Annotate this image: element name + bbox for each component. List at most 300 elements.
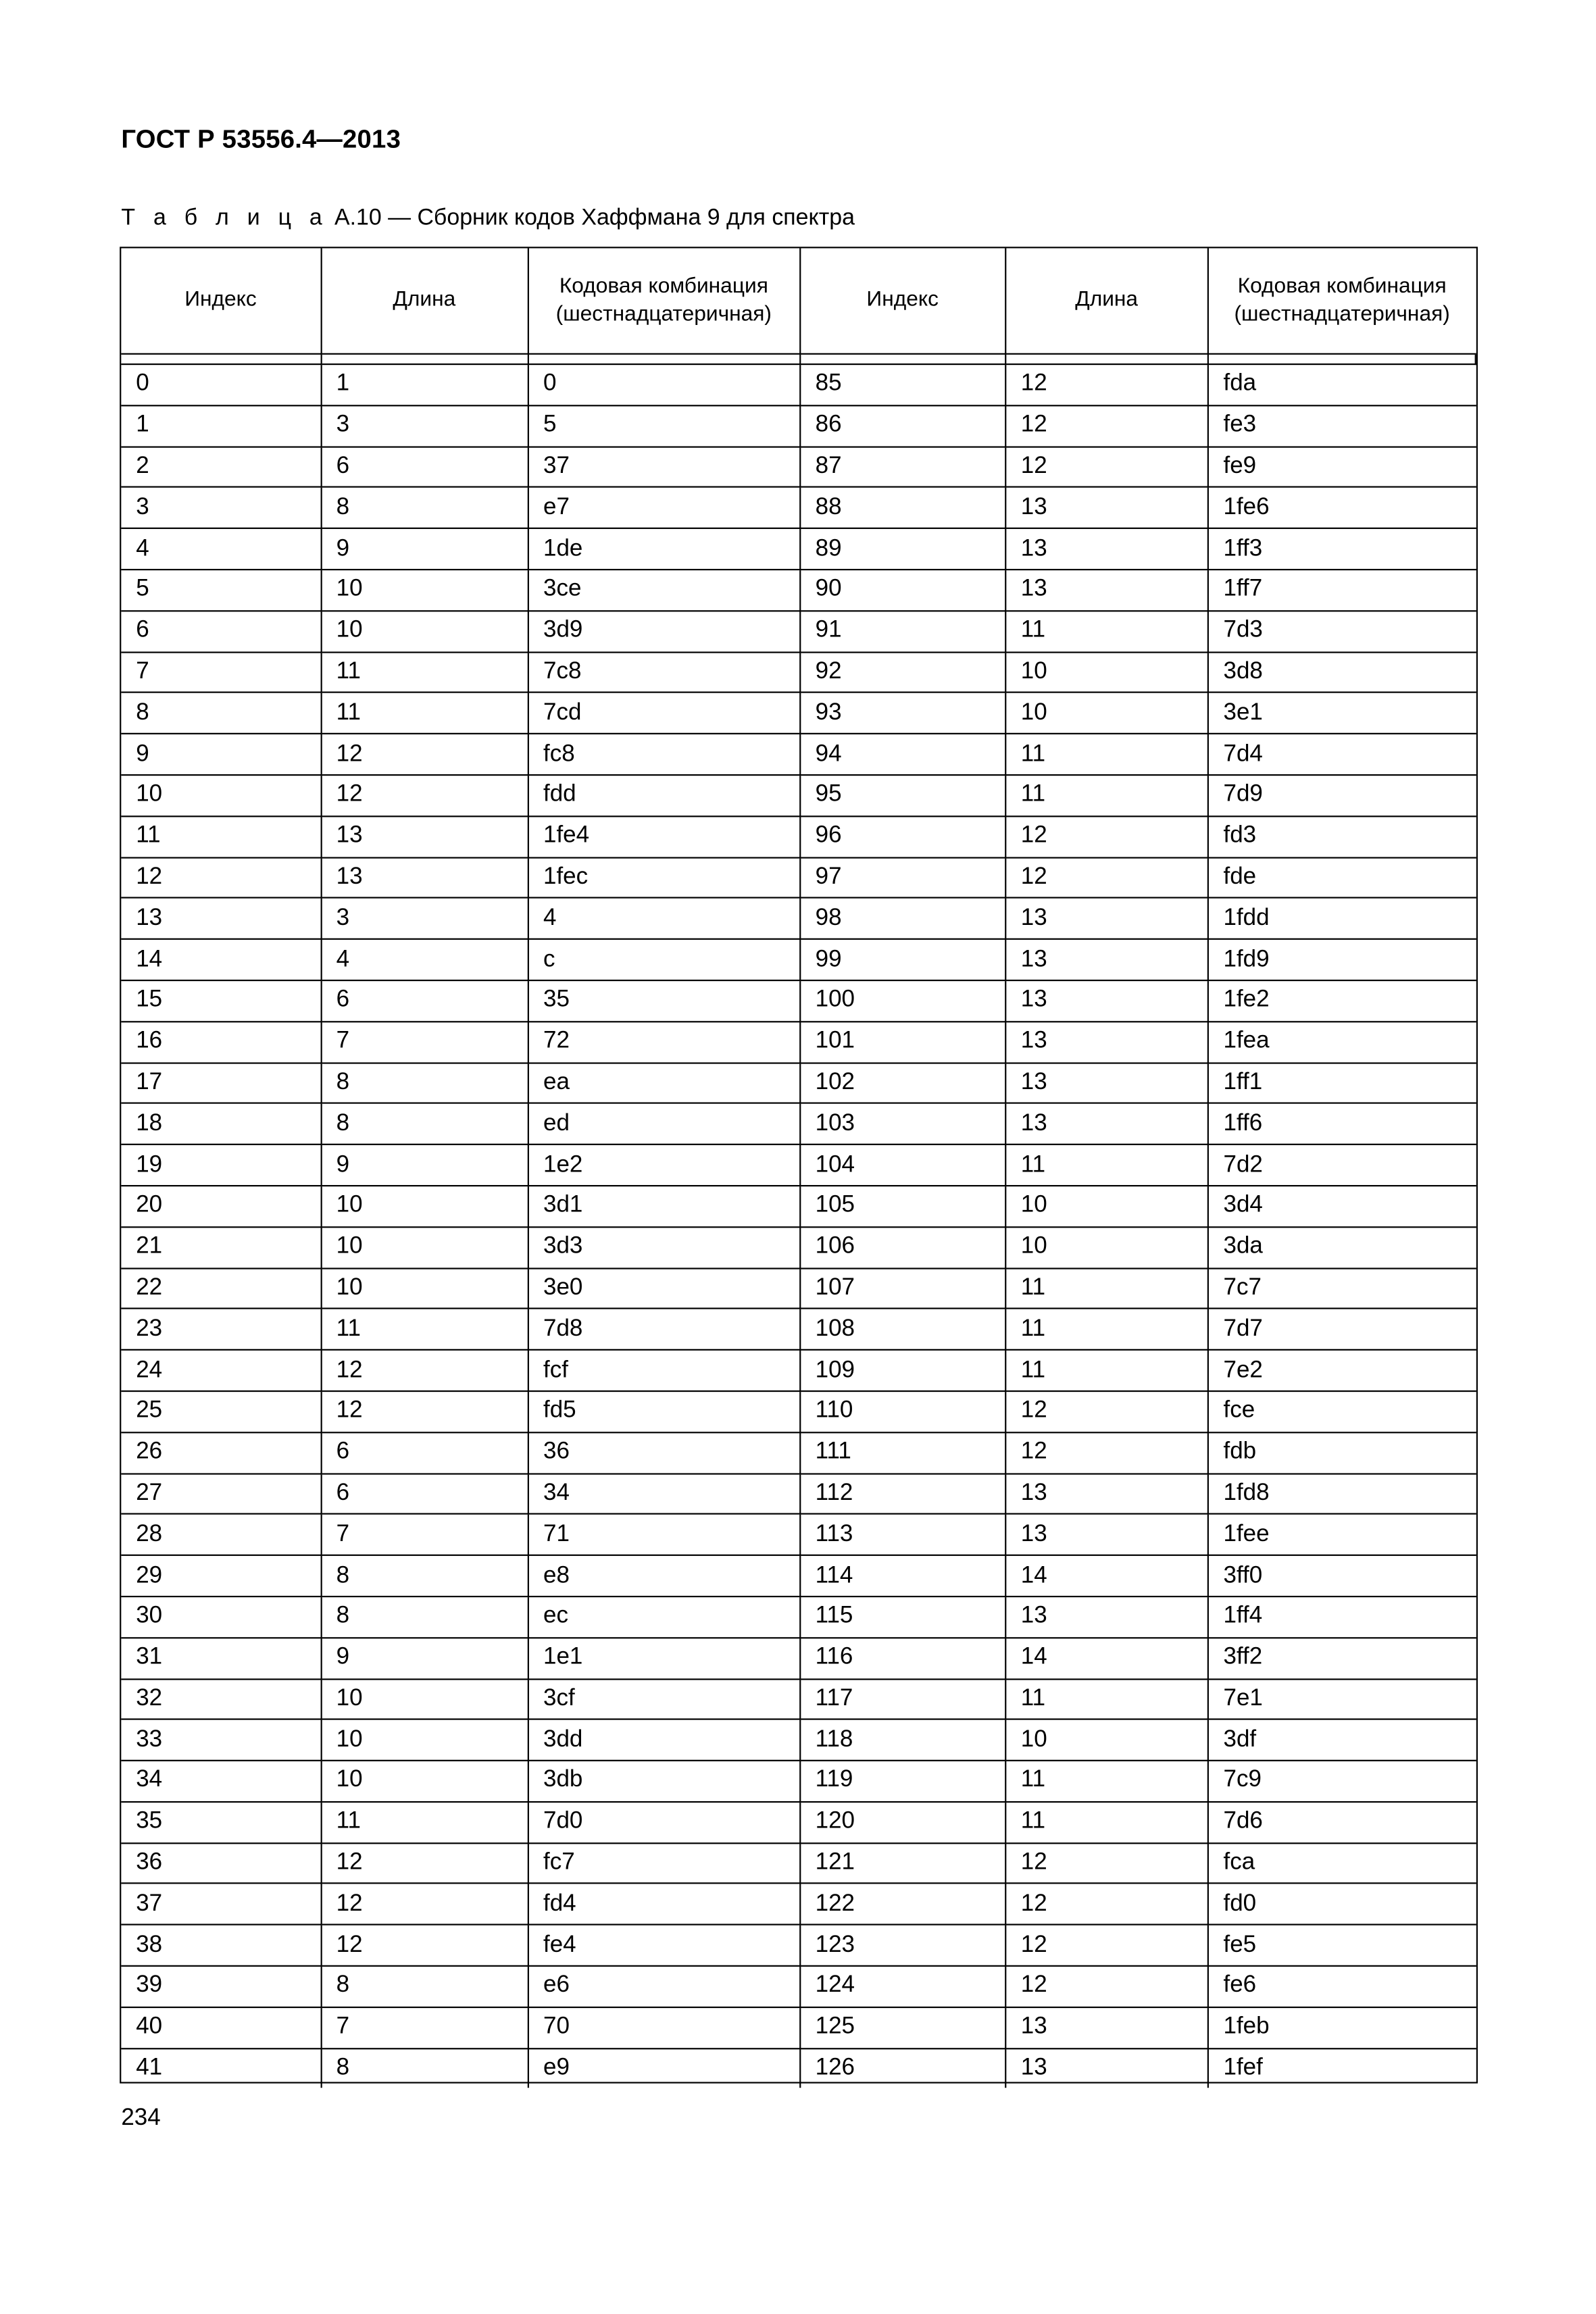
cell-length: 7	[321, 1514, 528, 1555]
cell-length: 11	[1005, 611, 1208, 652]
cell-codeword: 3e0	[528, 1268, 800, 1309]
cell-length: 12	[1005, 1843, 1208, 1884]
cell-length: 1	[321, 364, 528, 405]
cell-length: 13	[1005, 1514, 1208, 1555]
table-row	[121, 2048, 1475, 2089]
cell-length: 12	[1005, 816, 1208, 857]
cell-codeword: e6	[528, 1966, 800, 2007]
cell-codeword: 71	[528, 1514, 800, 1555]
cell-length: 6	[321, 447, 528, 488]
table-body	[121, 364, 1475, 2088]
cell-length: 6	[321, 980, 528, 1022]
cell-index: 14	[121, 939, 320, 980]
table-row	[121, 487, 1475, 528]
cell-index: 93	[800, 693, 1005, 734]
cell-index: 114	[800, 1555, 1005, 1596]
cell-codeword: 3d3	[528, 1227, 800, 1268]
cell-codeword: 5	[528, 405, 800, 447]
cell-codeword: fe5	[1208, 1925, 1476, 1966]
table-row	[121, 1925, 1475, 1966]
cell-index: 29	[121, 1555, 320, 1596]
table-row	[121, 1350, 1475, 1391]
cell-length: 9	[321, 1145, 528, 1186]
cell-codeword: fc8	[528, 734, 800, 775]
cell-index: 96	[800, 816, 1005, 857]
cell-index: 111	[800, 1432, 1005, 1474]
cell-length: 13	[1005, 487, 1208, 528]
cell-codeword: 1e1	[528, 1638, 800, 1679]
cell-length: 14	[1005, 1638, 1208, 1679]
cell-codeword: 70	[528, 2007, 800, 2048]
cell-length: 6	[321, 1473, 528, 1514]
cell-index: 27	[121, 1473, 320, 1514]
cell-length: 11	[1005, 1761, 1208, 1802]
table-row	[121, 405, 1475, 447]
cell-codeword: fd5	[528, 1391, 800, 1432]
cell-codeword: 3db	[528, 1761, 800, 1802]
cell-length: 8	[321, 1966, 528, 2007]
cell-index: 39	[121, 1966, 320, 2007]
cell-length: 12	[1005, 447, 1208, 488]
cell-length: 10	[1005, 1227, 1208, 1268]
cell-codeword: 1e2	[528, 1145, 800, 1186]
cell-index: 120	[800, 1802, 1005, 1843]
cell-codeword: 7e1	[1208, 1678, 1476, 1719]
cell-codeword: 7c8	[528, 652, 800, 693]
cell-index: 100	[800, 980, 1005, 1022]
table-row	[121, 1309, 1475, 1350]
cell-length: 12	[321, 1391, 528, 1432]
cell-codeword: fd3	[1208, 816, 1476, 857]
cell-length: 10	[1005, 1186, 1208, 1227]
cell-codeword: 1ff3	[1208, 528, 1476, 570]
column-header-codeword: Кодовая комбинация (шестнадцатеричная)	[1208, 248, 1476, 353]
cell-index: 90	[800, 570, 1005, 611]
cell-codeword: 1ff4	[1208, 1596, 1476, 1638]
cell-codeword: 34	[528, 1473, 800, 1514]
cell-codeword: ed	[528, 1103, 800, 1145]
cell-index: 4	[121, 528, 320, 570]
cell-length: 12	[1005, 1966, 1208, 2007]
table-row	[121, 1555, 1475, 1596]
cell-length: 8	[321, 1555, 528, 1596]
cell-length: 13	[1005, 1596, 1208, 1638]
cell-index: 89	[800, 528, 1005, 570]
cell-index: 108	[800, 1309, 1005, 1350]
cell-codeword: 3ff2	[1208, 1638, 1476, 1679]
cell-index: 124	[800, 1966, 1005, 2007]
table-header-row	[121, 248, 1475, 353]
cell-index: 35	[121, 1802, 320, 1843]
cell-codeword: 72	[528, 1022, 800, 1063]
cell-index: 40	[121, 2007, 320, 2048]
table-row	[121, 1966, 1475, 2007]
cell-codeword: 1fe6	[1208, 487, 1476, 528]
cell-index: 23	[121, 1309, 320, 1350]
cell-codeword: 3ff0	[1208, 1555, 1476, 1596]
document-title: ГОСТ Р 53556.4—2013	[121, 124, 401, 154]
column-header-index: Индекс	[121, 248, 320, 353]
table-row	[121, 1719, 1475, 1761]
cell-index: 118	[800, 1719, 1005, 1761]
cell-length: 9	[321, 528, 528, 570]
cell-length: 11	[321, 652, 528, 693]
cell-codeword: fd4	[528, 1884, 800, 1925]
cell-codeword: 7d7	[1208, 1309, 1476, 1350]
cell-codeword: 1fd9	[1208, 939, 1476, 980]
cell-length: 11	[1005, 734, 1208, 775]
cell-index: 116	[800, 1638, 1005, 1679]
table-row	[121, 1268, 1475, 1309]
cell-index: 88	[800, 487, 1005, 528]
cell-index: 104	[800, 1145, 1005, 1186]
cell-index: 87	[800, 447, 1005, 488]
cell-index: 92	[800, 652, 1005, 693]
cell-length: 3	[321, 405, 528, 447]
cell-index: 99	[800, 939, 1005, 980]
cell-codeword: 7cd	[528, 693, 800, 734]
cell-length: 10	[321, 1678, 528, 1719]
cell-index: 24	[121, 1350, 320, 1391]
cell-index: 41	[121, 2048, 320, 2089]
cell-index: 19	[121, 1145, 320, 1186]
table-row	[121, 816, 1475, 857]
cell-index: 7	[121, 652, 320, 693]
cell-length: 12	[1005, 1925, 1208, 1966]
cell-length: 13	[1005, 1473, 1208, 1514]
cell-index: 28	[121, 1514, 320, 1555]
cell-length: 8	[321, 1063, 528, 1104]
cell-length: 12	[321, 1884, 528, 1925]
cell-index: 94	[800, 734, 1005, 775]
cell-length: 12	[1005, 364, 1208, 405]
header-separator	[121, 354, 1475, 364]
cell-index: 17	[121, 1063, 320, 1104]
cell-codeword: c	[528, 939, 800, 980]
cell-length: 10	[321, 1227, 528, 1268]
cell-codeword: 1feb	[1208, 2007, 1476, 2048]
table-row	[121, 364, 1475, 405]
table-caption	[121, 205, 855, 232]
cell-codeword: 3d9	[528, 611, 800, 652]
table-row	[121, 570, 1475, 611]
cell-codeword: 1fdd	[1208, 898, 1476, 939]
cell-index: 8	[121, 693, 320, 734]
cell-codeword: 1fef	[1223, 2055, 1263, 2081]
cell-length: 8	[321, 1103, 528, 1145]
table-row	[121, 693, 1475, 734]
table-caption-text: А.10 — Сборник кодов Хаффмана 9 для спектра	[334, 205, 855, 231]
table-row	[121, 1103, 1475, 1145]
cell-length: 11	[1005, 1145, 1208, 1186]
table-row	[121, 447, 1475, 488]
cell-length: 10	[1005, 693, 1208, 734]
cell-length: 11	[1005, 1678, 1208, 1719]
cell-index: 22	[121, 1268, 320, 1309]
cell-codeword: 3dd	[528, 1719, 800, 1761]
cell-codeword: 7d2	[1208, 1145, 1476, 1186]
cell-codeword: fd0	[1208, 1884, 1476, 1925]
cell-length: 10	[321, 570, 528, 611]
cell-index: 121	[800, 1843, 1005, 1884]
cell-length: 8	[321, 2048, 528, 2089]
cell-length: 9	[321, 1638, 528, 1679]
cell-codeword: fde	[1208, 857, 1476, 899]
cell-length: 12	[1005, 1884, 1208, 1925]
cell-index: 26	[121, 1432, 320, 1474]
cell-index: 123	[800, 1925, 1005, 1966]
cell-length: 13	[1005, 2007, 1208, 2048]
table-row	[121, 980, 1475, 1022]
cell-index: 122	[800, 1884, 1005, 1925]
cell-codeword: 7c9	[1208, 1761, 1476, 1802]
cell-codeword: 3d4	[1208, 1186, 1476, 1227]
cell-codeword: 7d3	[1208, 611, 1476, 652]
cell-length: 3	[321, 898, 528, 939]
cell-index: 36	[121, 1843, 320, 1884]
cell-length: 13	[1005, 1063, 1208, 1104]
cell-index: 10	[121, 775, 320, 816]
cell-index: 102	[800, 1063, 1005, 1104]
cell-length: 12	[1005, 1391, 1208, 1432]
cell-index: 12	[121, 857, 320, 899]
cell-codeword: e8	[528, 1555, 800, 1596]
cell-length: 12	[1005, 1432, 1208, 1474]
table-row	[121, 1802, 1475, 1843]
cell-index: 98	[800, 898, 1005, 939]
table-row	[121, 1145, 1475, 1186]
cell-index: 6	[121, 611, 320, 652]
table-row	[121, 734, 1475, 775]
cell-length: 11	[1005, 1309, 1208, 1350]
cell-index: 107	[800, 1268, 1005, 1309]
cell-index: 95	[800, 775, 1005, 816]
cell-length: 10	[321, 1719, 528, 1761]
cell-length: 13	[1005, 1022, 1208, 1063]
cell-codeword: 7d6	[1208, 1802, 1476, 1843]
cell-codeword: 3ce	[528, 570, 800, 611]
table-row	[121, 2007, 1475, 2048]
cell-index: 1	[121, 405, 320, 447]
cell-length: 13	[321, 816, 528, 857]
cell-index: 9	[121, 734, 320, 775]
cell-index: 30	[121, 1596, 320, 1638]
table-row	[121, 1761, 1475, 1802]
table-row	[121, 1063, 1475, 1104]
cell-length: 13	[1005, 2048, 1208, 2089]
cell-length: 12	[321, 734, 528, 775]
cell-codeword: 4	[528, 898, 800, 939]
cell-length: 13	[1005, 980, 1208, 1022]
cell-length: 10	[1005, 1719, 1208, 1761]
cell-index: 21	[121, 1227, 320, 1268]
cell-codeword: 1ff1	[1208, 1063, 1476, 1104]
cell-index: 119	[800, 1761, 1005, 1802]
cell-codeword: 3da	[1208, 1227, 1476, 1268]
cell-index: 109	[800, 1350, 1005, 1391]
cell-index: 125	[800, 2007, 1005, 2048]
cell-length: 13	[1005, 528, 1208, 570]
cell-codeword: 3cf	[528, 1678, 800, 1719]
cell-index: 11	[121, 816, 320, 857]
cell-index: 115	[800, 1596, 1005, 1638]
cell-codeword: e9	[528, 2048, 800, 2089]
cell-length: 14	[1005, 1555, 1208, 1596]
cell-codeword: 7e2	[1208, 1350, 1476, 1391]
table-row	[121, 1432, 1475, 1474]
table-row	[121, 857, 1475, 899]
cell-codeword: 1fe4	[528, 816, 800, 857]
cell-index: 5	[121, 570, 320, 611]
cell-length: 13	[321, 857, 528, 899]
cell-length: 10	[321, 1186, 528, 1227]
cell-codeword: 1fd8	[1208, 1473, 1476, 1514]
cell-length: 10	[321, 611, 528, 652]
table-row	[121, 1514, 1475, 1555]
cell-codeword: 1fea	[1208, 1022, 1476, 1063]
cell-codeword: fce	[1208, 1391, 1476, 1432]
cell-index: 85	[800, 364, 1005, 405]
cell-codeword: fdb	[1208, 1432, 1476, 1474]
cell-index: 15	[121, 980, 320, 1022]
cell-index: 103	[800, 1103, 1005, 1145]
cell-length: 12	[321, 1925, 528, 1966]
cell-codeword: ea	[528, 1063, 800, 1104]
cell-index: 113	[800, 1514, 1005, 1555]
table-row	[121, 775, 1475, 816]
cell-codeword: 3d1	[528, 1186, 800, 1227]
cell-index: 97	[800, 857, 1005, 899]
cell-length: 13	[1005, 1103, 1208, 1145]
table-row	[121, 1186, 1475, 1227]
cell-codeword: 1fee	[1208, 1514, 1476, 1555]
cell-length: 12	[1005, 405, 1208, 447]
cell-index: 112	[800, 1473, 1005, 1514]
cell-index: 86	[800, 405, 1005, 447]
cell-codeword: 7d0	[528, 1802, 800, 1843]
table-row	[121, 611, 1475, 652]
cell-length: 10	[1005, 652, 1208, 693]
cell-index: 2	[121, 447, 320, 488]
cell-index: 0	[121, 364, 320, 405]
cell-length: 13	[1005, 570, 1208, 611]
table-row	[121, 1473, 1475, 1514]
table-row	[121, 652, 1475, 693]
cell-index: 25	[121, 1391, 320, 1432]
cell-index: 101	[800, 1022, 1005, 1063]
table-row	[121, 1227, 1475, 1268]
cell-codeword: 1ff6	[1208, 1103, 1476, 1145]
cell-length: 6	[321, 1432, 528, 1474]
cell-index: 117	[800, 1678, 1005, 1719]
cell-length: 12	[321, 1350, 528, 1391]
cell-codeword: 0	[528, 364, 800, 405]
cell-index: 33	[121, 1719, 320, 1761]
cell-codeword: fe4	[528, 1925, 800, 1966]
table-row	[121, 1022, 1475, 1063]
cell-length: 11	[1005, 1350, 1208, 1391]
table-row	[121, 1678, 1475, 1719]
cell-index: 31	[121, 1638, 320, 1679]
cell-length: 13	[1005, 898, 1208, 939]
cell-length: 4	[321, 939, 528, 980]
cell-index: 38	[121, 1925, 320, 1966]
cell-length: 8	[321, 487, 528, 528]
cell-index: 106	[800, 1227, 1005, 1268]
table-row	[121, 1843, 1475, 1884]
cell-index: 32	[121, 1678, 320, 1719]
cell-index: 105	[800, 1186, 1005, 1227]
cell-codeword: 36	[528, 1432, 800, 1474]
cell-length: 11	[1005, 1802, 1208, 1843]
cell-codeword: 3df	[1208, 1719, 1476, 1761]
cell-length: 12	[321, 1843, 528, 1884]
cell-codeword: fcf	[528, 1350, 800, 1391]
cell-index: 13	[121, 898, 320, 939]
cell-length: 11	[321, 1802, 528, 1843]
cell-length: 12	[321, 775, 528, 816]
cell-codeword: fca	[1208, 1843, 1476, 1884]
cell-codeword: 3e1	[1208, 693, 1476, 734]
table-row	[121, 898, 1475, 939]
cell-codeword: 7c7	[1208, 1268, 1476, 1309]
cell-codeword: 1fec	[528, 857, 800, 899]
cell-index: 37	[121, 1884, 320, 1925]
cell-codeword: 1de	[528, 528, 800, 570]
cell-length: 11	[1005, 775, 1208, 816]
cell-codeword: fdd	[528, 775, 800, 816]
cell-length: 10	[321, 1268, 528, 1309]
cell-codeword: 1ff7	[1208, 570, 1476, 611]
column-header-index: Индекс	[800, 248, 1005, 353]
table-row	[121, 1596, 1475, 1638]
cell-length: 11	[1005, 1268, 1208, 1309]
cell-length: 12	[1005, 857, 1208, 899]
table-caption-label: Т а б л и ц а	[121, 205, 328, 231]
page-number: 234	[121, 2105, 161, 2131]
table-row	[121, 1884, 1475, 1925]
column-header-codeword: Кодовая комбинация (шестнадцатеричная)	[528, 248, 800, 353]
cell-codeword: e7	[528, 487, 800, 528]
table-row	[121, 939, 1475, 980]
cell-index: 20	[121, 1186, 320, 1227]
cell-length: 7	[321, 2007, 528, 2048]
table-row	[121, 1638, 1475, 1679]
cell-index: 110	[800, 1391, 1005, 1432]
cell-codeword: fe9	[1208, 447, 1476, 488]
cell-index: 34	[121, 1761, 320, 1802]
cell-length: 10	[321, 1761, 528, 1802]
cell-codeword: fda	[1208, 364, 1476, 405]
table-row	[121, 1391, 1475, 1432]
cell-index: 18	[121, 1103, 320, 1145]
cell-codeword: 37	[528, 447, 800, 488]
cell-codeword: 7d4	[1208, 734, 1476, 775]
cell-codeword: 35	[528, 980, 800, 1022]
cell-length: 13	[1005, 939, 1208, 980]
column-header-length: Длина	[1005, 248, 1208, 353]
cell-codeword: fc7	[528, 1843, 800, 1884]
column-header-length: Длина	[321, 248, 528, 353]
cell-index: 3	[121, 487, 320, 528]
cell-codeword: fe3	[1208, 405, 1476, 447]
huffman-code-table	[120, 247, 1478, 2083]
cell-index: 91	[800, 611, 1005, 652]
cell-codeword: 7d9	[1208, 775, 1476, 816]
cell-codeword: 3d8	[1208, 652, 1476, 693]
cell-codeword: ec	[528, 1596, 800, 1638]
cell-codeword: 7d8	[528, 1309, 800, 1350]
